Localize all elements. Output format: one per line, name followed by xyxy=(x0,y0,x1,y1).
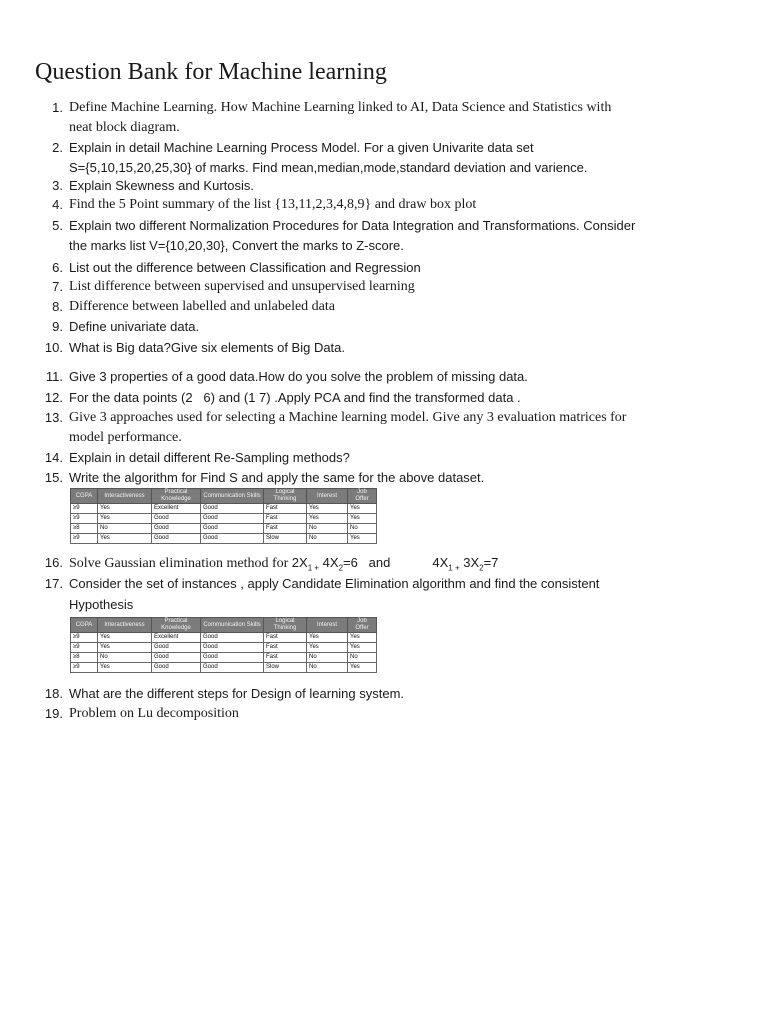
question-text: Explain Skewness and Kurtosis. xyxy=(69,178,254,193)
question-text: List out the difference between Classification and Regression xyxy=(69,260,421,275)
question-number: 3. xyxy=(52,178,63,193)
question-text: List difference between supervised and unsupervised learning xyxy=(69,279,415,294)
table-cell: Good xyxy=(201,663,264,673)
table-cell: Yes xyxy=(307,514,348,524)
question-number: 6. xyxy=(52,260,63,275)
table-cell: Yes xyxy=(98,514,152,524)
question-number: 10. xyxy=(44,340,63,355)
table-cell: No xyxy=(307,534,348,544)
question-number: 11. xyxy=(45,369,63,384)
table-row xyxy=(71,653,377,663)
question-number: 19. xyxy=(44,706,63,721)
table-row xyxy=(71,633,377,643)
table-cell: Yes xyxy=(348,514,377,524)
table-cell: No xyxy=(348,653,377,663)
table-cell: Good xyxy=(152,643,201,653)
table-cell: Good xyxy=(152,653,201,663)
question-number: 5. xyxy=(52,218,63,233)
table-header-cell: Interactiveness xyxy=(98,489,152,504)
question-number: 1. xyxy=(52,100,63,115)
table-cell: Good xyxy=(152,514,201,524)
question-text: For the data points (2 6) and (1 7) .Apply PCA and find the transformed data . xyxy=(69,390,521,405)
table-row xyxy=(71,663,377,673)
table-cell: Fast xyxy=(264,514,307,524)
table-header-cell: CGPA xyxy=(71,489,98,504)
table-cell: Yes xyxy=(98,633,152,643)
table-cell: No xyxy=(348,524,377,534)
table-cell: Yes xyxy=(348,643,377,653)
dataset-table xyxy=(70,617,377,673)
table-cell: ≥9 xyxy=(71,643,98,653)
page-title: Question Bank for Machine learning xyxy=(35,59,387,85)
table-cell: Slow xyxy=(264,534,307,544)
question-text: Find the 5 Point summary of the list {13,11,2,3,4,8,9} and draw box plot xyxy=(69,197,477,212)
table-cell: No xyxy=(307,524,348,534)
table-cell: Excellent xyxy=(152,633,201,643)
dataset-table xyxy=(70,488,377,544)
question-number: 15. xyxy=(44,470,63,485)
table-cell: Fast xyxy=(264,643,307,653)
table-cell: Good xyxy=(201,514,264,524)
table-cell: Excellent xyxy=(152,504,201,514)
table-header-cell: Interactiveness xyxy=(98,618,152,633)
table-cell: Yes xyxy=(348,663,377,673)
table-cell: ≥9 xyxy=(71,534,98,544)
table-cell: Good xyxy=(201,534,264,544)
table-cell: Good xyxy=(201,504,264,514)
table-cell: Yes xyxy=(98,663,152,673)
question-number: 12. xyxy=(44,390,63,405)
table-cell: Yes xyxy=(98,643,152,653)
table-row xyxy=(71,514,377,524)
table-header-cell: Job Offer xyxy=(348,489,377,504)
question-number: 16. xyxy=(44,555,63,570)
table-cell: Good xyxy=(201,524,264,534)
table-cell: Yes xyxy=(98,504,152,514)
table-cell: Fast xyxy=(264,633,307,643)
question-text: Define Machine Learning. How Machine Learning linked to AI, Data Science and Statistics with neat block diagram. xyxy=(69,100,612,135)
question-text: Difference between labelled and unlabeled data xyxy=(69,299,335,314)
question-text: Explain in detail different Re-Sampling methods? xyxy=(69,450,350,465)
table-cell: Fast xyxy=(264,504,307,514)
table-cell: Good xyxy=(152,524,201,534)
question-number: 13. xyxy=(44,410,63,425)
question-number: 18. xyxy=(44,686,63,701)
table-cell: ≥9 xyxy=(71,504,98,514)
table-cell: ≥9 xyxy=(71,663,98,673)
table-cell: No xyxy=(307,663,348,673)
table-row xyxy=(71,504,377,514)
table-cell: No xyxy=(98,653,152,663)
table-cell: Good xyxy=(201,643,264,653)
question-number: 8. xyxy=(52,299,63,314)
table-cell: Good xyxy=(152,534,201,544)
table-cell: Yes xyxy=(348,534,377,544)
table-header-row xyxy=(71,618,377,633)
table-header-cell: Communication Skills xyxy=(201,618,264,633)
table-cell: Yes xyxy=(307,504,348,514)
question-number: 14. xyxy=(44,450,63,465)
table-header-cell: Logical Thinking xyxy=(264,489,307,504)
question-text: What is Big data?Give six elements of Big Data. xyxy=(69,340,346,355)
table-row xyxy=(71,534,377,544)
table-cell: Fast xyxy=(264,524,307,534)
table-header-cell: Practical Knowledge xyxy=(152,618,201,633)
question-text: Explain in detail Machine Learning Process Model. For a given Univarite data set S={5,10,15,20,25,30} of marks. Find mean,median,mode,standard deviation and varience. xyxy=(69,140,588,175)
table-cell: Good xyxy=(201,653,264,663)
table-cell: Fast xyxy=(264,653,307,663)
table-cell: Good xyxy=(201,633,264,643)
question-number: 2. xyxy=(52,140,63,155)
question-text: Consider the set of instances , apply Candidate Elimination algorithm and find the consistent Hypothesis xyxy=(69,576,600,612)
table-cell: No xyxy=(307,653,348,663)
table-cell: ≥8 xyxy=(71,653,98,663)
question-text: Give 3 approaches used for selecting a Machine learning model. Give any 3 evaluation matrices for model performance. xyxy=(69,410,627,445)
question-text: Define univariate data. xyxy=(69,319,200,334)
table-cell: Yes xyxy=(348,633,377,643)
table-header-cell: Interest xyxy=(307,489,348,504)
table-cell: Yes xyxy=(307,643,348,653)
table-header-row xyxy=(71,489,377,504)
table-cell: ≥9 xyxy=(71,633,98,643)
question-text: Give 3 properties of a good data.How do you solve the problem of missing data. xyxy=(69,369,528,384)
table-header-cell: Practical Knowledge xyxy=(152,489,201,504)
table-row xyxy=(71,524,377,534)
table-header-cell: Job Offer xyxy=(348,618,377,633)
table-cell: Good xyxy=(152,663,201,673)
table-cell: No xyxy=(98,524,152,534)
question-text: Solve Gaussian elimination method for $2X_{1 +}$ $4X_2=6$ and $4X_{1 +}$ $3X_2=7$ xyxy=(69,555,499,573)
table-header-cell: Logical Thinking xyxy=(264,618,307,633)
question-text: Explain two different Normalization Procedures for Data Integration and Transformations. Consider the marks list V={10,20,30}, Convert the marks to Z-score. xyxy=(69,218,636,253)
question-text: Write the algorithm for Find S and apply the same for the above dataset. xyxy=(69,470,485,485)
question-text: What are the different steps for Design of learning system. xyxy=(69,686,405,701)
question-number: 7. xyxy=(52,279,63,294)
table-cell: ≥8 xyxy=(71,524,98,534)
table-cell: Yes xyxy=(307,633,348,643)
table-cell: Yes xyxy=(98,534,152,544)
question-number: 17. xyxy=(44,576,63,591)
question-number: 9. xyxy=(52,319,63,334)
question-number: 4. xyxy=(52,197,63,212)
table-cell: ≥9 xyxy=(71,514,98,524)
table-header-cell: Interest xyxy=(307,618,348,633)
table-header-cell: CGPA xyxy=(71,618,98,633)
table-cell: Slow xyxy=(264,663,307,673)
table-row xyxy=(71,643,377,653)
question-text: Problem on Lu decomposition xyxy=(69,706,239,721)
table-header-cell: Communication Skills xyxy=(201,489,264,504)
table-cell: Yes xyxy=(348,504,377,514)
